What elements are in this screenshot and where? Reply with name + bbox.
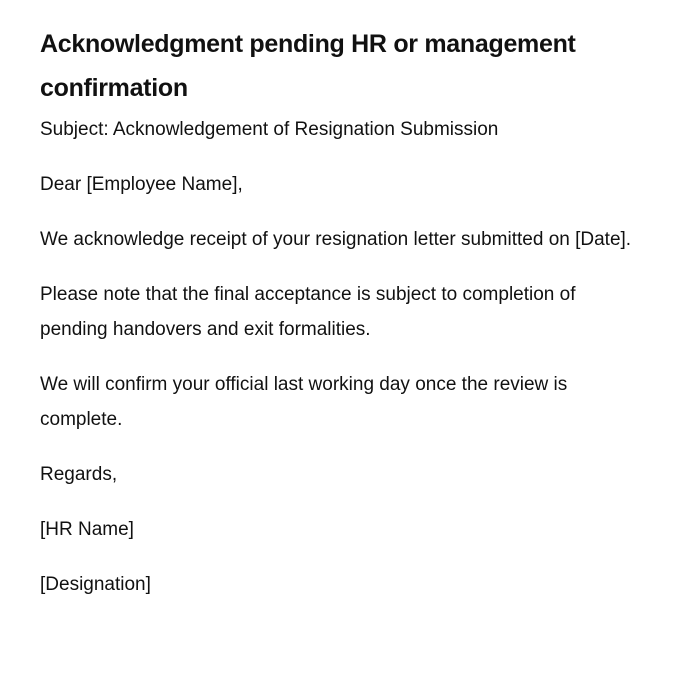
document-title: Acknowledgment pending HR or management confirmation <box>40 30 576 102</box>
closing: Regards, <box>40 464 118 485</box>
body-paragraph: Please note that the final acceptance is subject to completion of pending handovers and exit formalities. <box>40 284 576 340</box>
subject-line: Subject: Acknowledgement of Resignation Submission <box>40 119 499 140</box>
signer-name: [HR Name] <box>40 519 134 540</box>
signer-designation: [Designation] <box>40 574 151 595</box>
salutation: Dear [Employee Name], <box>40 174 243 195</box>
body-paragraph: We will confirm your official last working day once the review is complete. <box>40 374 568 430</box>
body-paragraph: We acknowledge receipt of your resignation letter submitted on [Date]. <box>40 229 632 250</box>
